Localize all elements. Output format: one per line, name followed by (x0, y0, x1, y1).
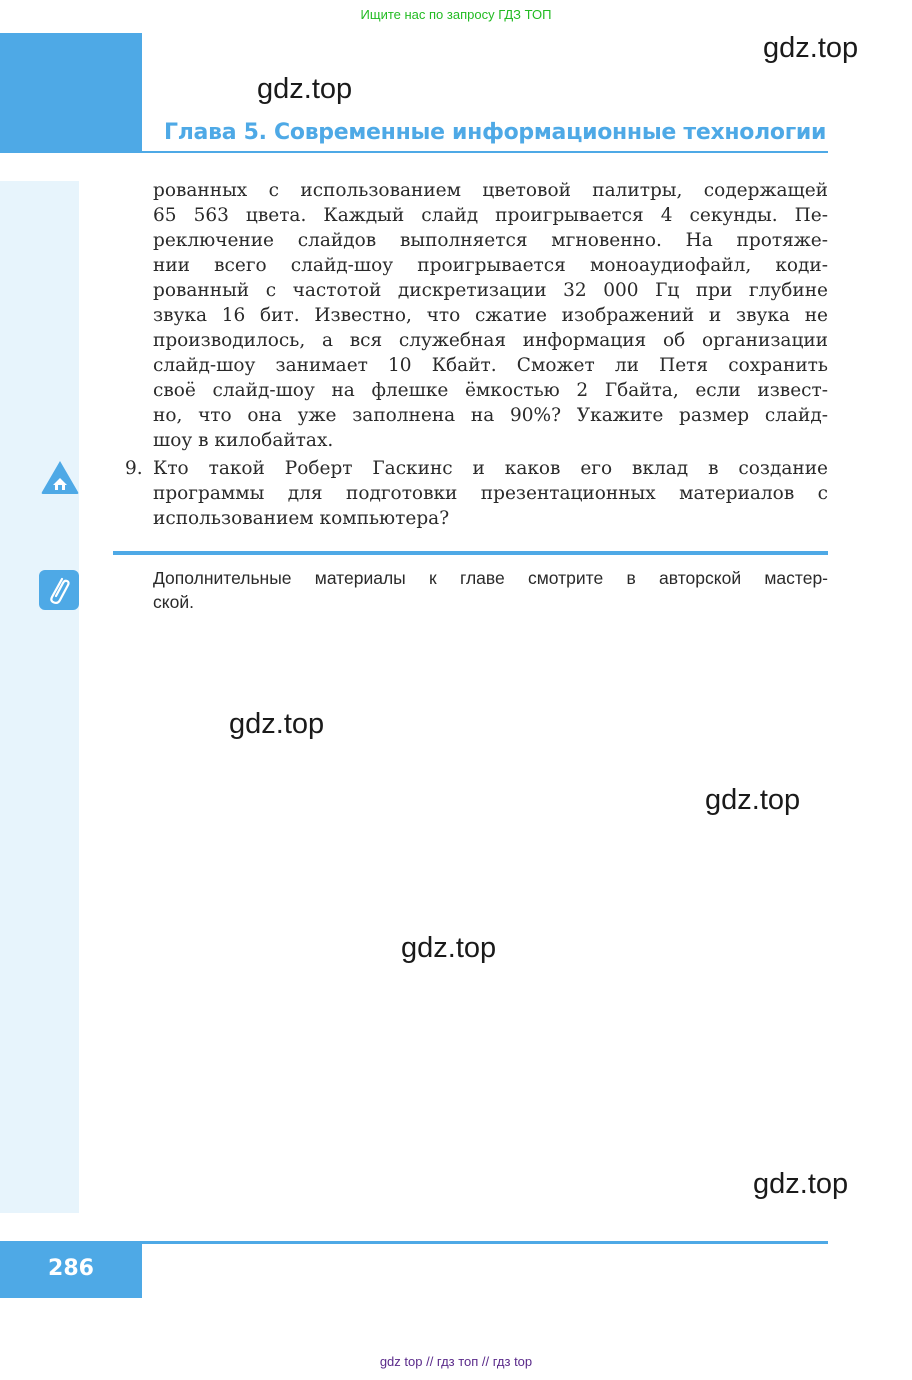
text-line: звука 16 бит. Известно, что сжатие изображений и звука не (153, 305, 828, 326)
section-divider (113, 551, 828, 555)
text-line: слайд-шоу занимает 10 Кбайт. Сможет ли Петя сохранить (153, 355, 828, 376)
watermark: gdz.top (753, 1168, 849, 1200)
text-line: рованный с частотой дискретизации 32 000 Гц при глубине (153, 280, 828, 301)
watermark: gdz.top (705, 784, 801, 816)
note-line: ской. (153, 592, 194, 612)
text-line: Кто такой Роберт Гаскинс и каков его вклад в создание (153, 458, 828, 479)
watermark: gdz.top (229, 708, 325, 740)
side-strip (0, 181, 79, 1213)
text-line: шоу в килобайтах. (153, 430, 334, 451)
home-icon (40, 459, 80, 495)
text-line: своё слайд-шоу на флешке ёмкостью 2 Гбайта, если извест- (153, 380, 828, 401)
text-line: 65 563 цвета. Каждый слайд проигрывается 4 секунды. Пе- (153, 205, 828, 226)
text-line: программы для подготовки презентационных материалов с (153, 483, 828, 504)
text-line: использованием компьютера? (153, 508, 450, 529)
watermark: gdz.top (257, 73, 353, 105)
text-line: рованных с использованием цветовой палитры, содержащей (153, 180, 828, 201)
header-underline (0, 151, 828, 153)
page-number-block (0, 1243, 142, 1298)
top-banner: Ищите нас по запросу ГДЗ ТОП (360, 7, 552, 22)
paperclip-icon (39, 570, 79, 610)
text-line: реключение слайдов выполняется мгновенно. На протяже- (153, 230, 828, 251)
watermark: gdz.top (763, 32, 859, 64)
text-line: нии всего слайд-шоу проигрывается моноаудиофайл, коди- (153, 255, 828, 276)
note-line: Дополнительные материалы к главе смотрите в авторской мастер- (153, 568, 828, 588)
chapter-title: Глава 5. Современные информационные технологии (164, 120, 827, 145)
text-line: производилось, а вся служебная информация об организации (153, 330, 828, 351)
bottom-banner: gdz top // гдз топ // гдз top (379, 1354, 533, 1369)
header-color-block (0, 33, 142, 153)
watermark: gdz.top (401, 932, 497, 964)
text-line: но, что она уже заполнена на 90%? Укажите размер слайд- (153, 405, 828, 426)
page-number: 286 (48, 1256, 94, 1281)
task-number: 9. (125, 458, 143, 479)
